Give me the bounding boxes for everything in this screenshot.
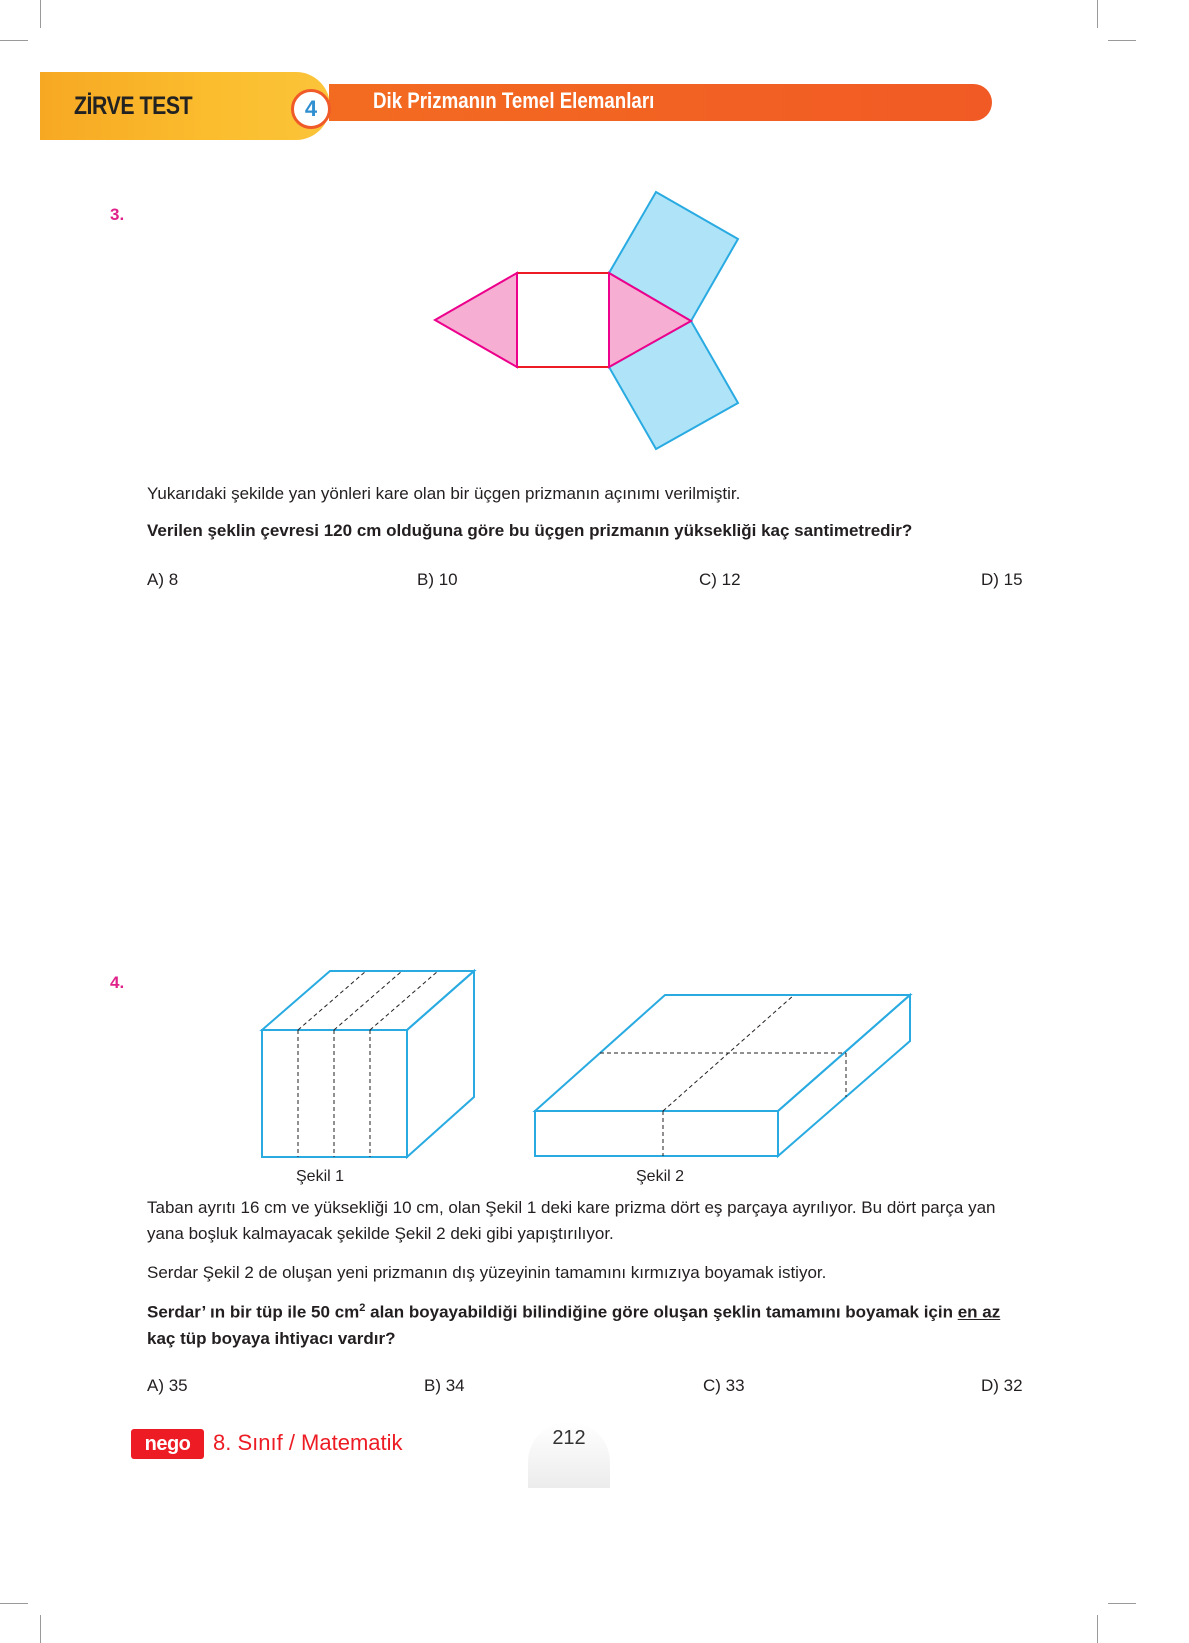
header-subtitle: Dik Prizmanın Temel Elemanları [373,88,655,113]
question3-option-c[interactable]: C) 12 [699,570,741,589]
crop-mark [0,40,28,41]
crop-mark [40,1615,41,1643]
footer-label: 8. Sınıf / Matematik [213,1430,403,1455]
question3-option-d[interactable]: D) 15 [981,570,1023,589]
crop-mark [1097,1615,1098,1643]
question3-text: Yukarıdaki şekilde yan yönleri kare olan bir üçgen prizmanın açınımı verilmiştir. [147,484,741,503]
test-number-badge: 4 [291,89,331,129]
prism-net-figure [420,180,760,470]
question4-prompt [147,1295,1029,1352]
net-triangle-left [435,273,517,367]
prompt-superscript: 2 [359,1302,366,1314]
prompt-part2: alan boyayabildiği bilindiğine göre oluşan şeklin tamamını boyamak için [365,1302,958,1322]
crop-mark [40,0,41,28]
question-number: 3. [110,205,125,224]
figure2-caption: Şekil 2 [636,1168,685,1185]
net-square-middle [517,273,609,367]
question4-option-b[interactable]: B) 34 [424,1376,465,1395]
question4-text2: Serdar Şekil 2 de oluşan yeni prizmanın dış yüzeyinin tamamını kırmızıya boyamak istiyor. [147,1263,827,1282]
header-title: ZİRVE TEST [74,92,193,120]
question4-option-c[interactable]: C) 33 [703,1376,745,1395]
question4-text1: Taban ayrıtı 16 cm ve yüksekliği 10 cm, olan Şekil 1 deki kare prizma dört eş parçaya ayrılıyor. Bu dört parça yan yana boşluk kalmayacak şekilde Şekil 2 deki gibi yapıştırılıyor. [147,1198,996,1243]
question3-option-a[interactable]: A) 8 [147,570,179,589]
prompt-underlined: en az [957,1302,1001,1322]
crop-mark [1108,1603,1136,1604]
question4-option-d[interactable]: D) 32 [981,1376,1023,1395]
question-number: 4. [110,973,125,992]
figure2-combined-prism [535,995,910,1156]
crop-mark [1108,40,1136,41]
question4-option-a[interactable]: A) 35 [147,1376,188,1395]
question3-option-b[interactable]: B) 10 [417,570,458,589]
question3-prompt: Verilen şeklin çevresi 120 cm olduğuna göre bu üçgen prizmanın yüksekliği kaç santimetredir? [147,521,913,540]
figure1-caption: Şekil 1 [296,1168,345,1185]
publisher-logo: nego [131,1429,204,1459]
prompt-part1: Serdar’ ın bir tüp ile 50 cm [147,1302,360,1322]
prompt-part3: kaç tüp boyaya ihtiyacı vardır? [147,1328,396,1348]
crop-mark [0,1603,28,1604]
page-number: 212 [552,1427,586,1449]
prism-figures [250,960,920,1170]
crop-mark [1097,0,1098,28]
figure1-square-prism [262,971,474,1157]
